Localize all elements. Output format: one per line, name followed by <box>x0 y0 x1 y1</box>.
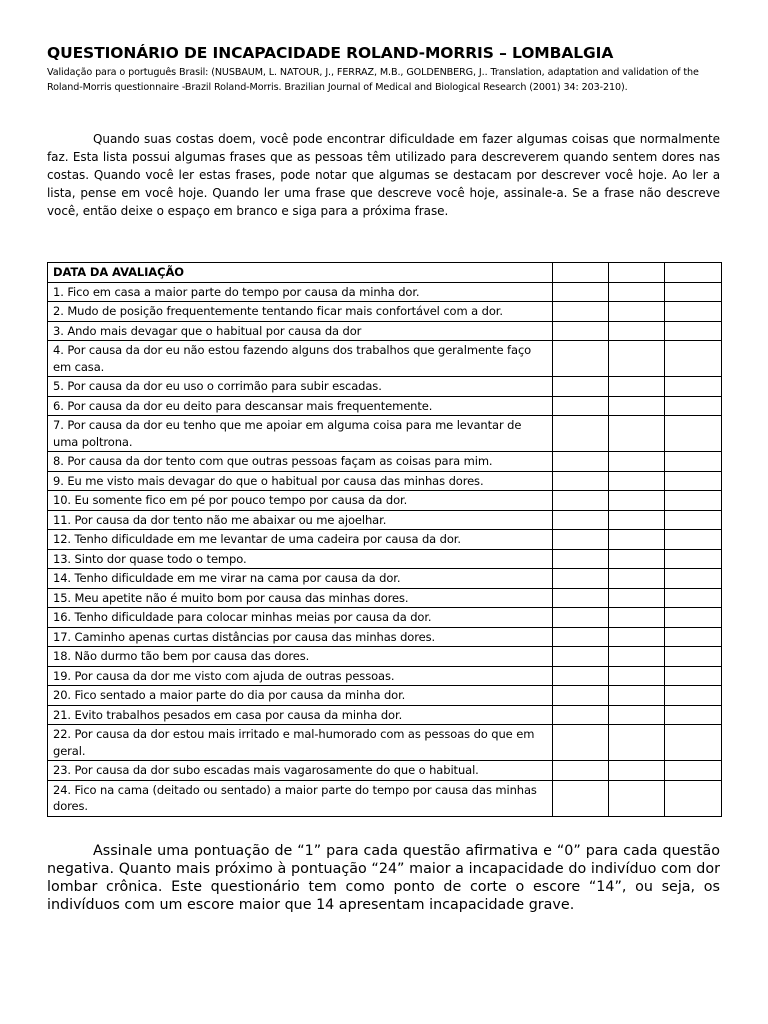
answer-cell-1[interactable] <box>553 491 609 511</box>
instructions-text: Quando suas costas doem, você pode encontrar dificuldade em fazer algumas coisas que normalmente faz. Esta lista possui algumas frases que as pessoas têm utilizado para descreverem quando sentem dores nas costas. Quando você ler estas frases, pode notar que algumas se destacam por descrever você hoje. Ao ler a lista, pense em você hoje. Quando ler uma frase que descreve você hoje, assinale-a. Se a frase não descreve você, então deixe o espaço em branco e siga para a próxima frase. <box>47 132 720 218</box>
answer-cell-3[interactable] <box>665 530 722 550</box>
answer-cell-2[interactable] <box>609 608 665 628</box>
table-row <box>48 705 722 725</box>
answer-cell-3[interactable] <box>665 341 722 377</box>
answer-cell-3[interactable] <box>665 416 722 452</box>
question-text: 3. Ando mais devagar que o habitual por causa da dor <box>48 321 553 341</box>
date-cell-1[interactable] <box>553 263 609 283</box>
answer-cell-2[interactable] <box>609 666 665 686</box>
question-text: 10. Eu somente fico em pé por pouco tempo por causa da dor. <box>48 491 553 511</box>
validation-reference: Validação para o português Brasil: (NUSBAUM, L. NATOUR, J., FERRAZ, M.B., GOLDENBERG, J.. Translation, adaptation and validation of the Roland-Morris questionnaire -Brazil Roland-Morris. Brazilian Journal of Medical and Biological Research (2001) 34: 203-210). <box>47 67 699 93</box>
answer-cell-1[interactable] <box>553 341 609 377</box>
answer-cell-2[interactable] <box>609 341 665 377</box>
answer-cell-2[interactable] <box>609 569 665 589</box>
table-row <box>48 549 722 569</box>
table-row <box>48 666 722 686</box>
table-row <box>48 588 722 608</box>
table-row <box>48 396 722 416</box>
table-row <box>48 282 722 302</box>
assessment-date-header: DATA DA AVALIAÇÃO <box>48 263 553 283</box>
answer-cell-2[interactable] <box>609 416 665 452</box>
question-text: 21. Evito trabalhos pesados em casa por causa da minha dor. <box>48 705 553 725</box>
answer-cell-3[interactable] <box>665 686 722 706</box>
table-row <box>48 608 722 628</box>
date-cell-3[interactable] <box>665 263 722 283</box>
question-text: 8. Por causa da dor tento com que outras pessoas façam as coisas para mim. <box>48 452 553 472</box>
question-text: 13. Sinto dor quase todo o tempo. <box>48 549 553 569</box>
answer-cell-3[interactable] <box>665 705 722 725</box>
answer-cell-1[interactable] <box>553 608 609 628</box>
answer-cell-2[interactable] <box>609 452 665 472</box>
question-text: 5. Por causa da dor eu uso o corrimão para subir escadas. <box>48 377 553 397</box>
answer-cell-2[interactable] <box>609 549 665 569</box>
table-row <box>48 302 722 322</box>
answer-cell-3[interactable] <box>665 282 722 302</box>
question-text: 9. Eu me visto mais devagar do que o habitual por causa das minhas dores. <box>48 471 553 491</box>
answer-cell-1[interactable] <box>553 510 609 530</box>
answer-cell-3[interactable] <box>665 491 722 511</box>
answer-cell-2[interactable] <box>609 321 665 341</box>
answer-cell-2[interactable] <box>609 530 665 550</box>
answer-cell-1[interactable] <box>553 627 609 647</box>
answer-cell-2[interactable] <box>609 647 665 667</box>
answer-cell-1[interactable] <box>553 302 609 322</box>
table-row <box>48 761 722 781</box>
question-text: 11. Por causa da dor tento não me abaixar ou me ajoelhar. <box>48 510 553 530</box>
answer-cell-2[interactable] <box>609 302 665 322</box>
question-text: 6. Por causa da dor eu deito para descansar mais frequentemente. <box>48 396 553 416</box>
question-text: 15. Meu apetite não é muito bom por causa das minhas dores. <box>48 588 553 608</box>
answer-cell-1[interactable] <box>553 530 609 550</box>
table-row <box>48 341 722 377</box>
answer-cell-3[interactable] <box>665 569 722 589</box>
question-text: 4. Por causa da dor eu não estou fazendo alguns dos trabalhos que geralmente faço em casa. <box>48 341 553 377</box>
date-cell-2[interactable] <box>609 263 665 283</box>
question-text: 19. Por causa da dor me visto com ajuda de outras pessoas. <box>48 666 553 686</box>
question-text: 24. Fico na cama (deitado ou sentado) a maior parte do tempo por causa das minhas dores. <box>48 780 553 816</box>
answer-cell-3[interactable] <box>665 761 722 781</box>
answer-cell-2[interactable] <box>609 686 665 706</box>
answer-cell-1[interactable] <box>553 780 609 816</box>
scoring-paragraph <box>47 842 720 914</box>
answer-cell-1[interactable] <box>553 377 609 397</box>
answer-cell-3[interactable] <box>665 666 722 686</box>
table-row <box>48 530 722 550</box>
answer-cell-3[interactable] <box>665 588 722 608</box>
answer-cell-2[interactable] <box>609 491 665 511</box>
answer-cell-3[interactable] <box>665 302 722 322</box>
scoring-text: Assinale uma pontuação de “1” para cada questão afirmativa e “0” para cada questão negativa. Quanto mais próximo à pontuação “24” maior a incapacidade do indivíduo com dor lombar crônica. Este questionário tem como ponto de corte o escore “14”, ou seja, os indivíduos com um escore maior que 14 apresentam incapacidade grave. <box>47 842 720 913</box>
instructions-paragraph <box>47 130 720 220</box>
table-row <box>48 725 722 761</box>
answer-cell-1[interactable] <box>553 321 609 341</box>
question-text: 18. Não durmo tão bem por causa das dores. <box>48 647 553 667</box>
answer-cell-1[interactable] <box>553 705 609 725</box>
answer-cell-3[interactable] <box>665 608 722 628</box>
answer-cell-1[interactable] <box>553 761 609 781</box>
answer-cell-2[interactable] <box>609 725 665 761</box>
answer-cell-1[interactable] <box>553 588 609 608</box>
table-row <box>48 647 722 667</box>
answer-cell-1[interactable] <box>553 282 609 302</box>
table-row <box>48 510 722 530</box>
answer-cell-1[interactable] <box>553 549 609 569</box>
question-text: 17. Caminho apenas curtas distâncias por causa das minhas dores. <box>48 627 553 647</box>
answer-cell-3[interactable] <box>665 377 722 397</box>
answer-cell-2[interactable] <box>609 396 665 416</box>
document-title: QUESTIONÁRIO DE INCAPACIDADE ROLAND-MORRIS – LOMBALGIA <box>47 44 614 62</box>
question-text: 7. Por causa da dor eu tenho que me apoiar em alguma coisa para me levantar de uma poltrona. <box>48 416 553 452</box>
answer-cell-1[interactable] <box>553 471 609 491</box>
table-row <box>48 377 722 397</box>
question-text: 12. Tenho dificuldade em me levantar de uma cadeira por causa da dor. <box>48 530 553 550</box>
answer-cell-3[interactable] <box>665 321 722 341</box>
answer-cell-2[interactable] <box>609 780 665 816</box>
answer-cell-3[interactable] <box>665 396 722 416</box>
answer-cell-3[interactable] <box>665 725 722 761</box>
answer-cell-3[interactable] <box>665 471 722 491</box>
answer-cell-1[interactable] <box>553 416 609 452</box>
question-text: 23. Por causa da dor subo escadas mais vagarosamente do que o habitual. <box>48 761 553 781</box>
table-header-row <box>48 263 722 283</box>
answer-cell-2[interactable] <box>609 377 665 397</box>
answer-cell-1[interactable] <box>553 396 609 416</box>
question-text: 14. Tenho dificuldade em me virar na cama por causa da dor. <box>48 569 553 589</box>
table-row <box>48 627 722 647</box>
answer-cell-1[interactable] <box>553 647 609 667</box>
answer-cell-3[interactable] <box>665 510 722 530</box>
answer-cell-3[interactable] <box>665 452 722 472</box>
table-row <box>48 780 722 816</box>
answer-cell-1[interactable] <box>553 686 609 706</box>
answer-cell-1[interactable] <box>553 725 609 761</box>
answer-cell-2[interactable] <box>609 761 665 781</box>
table-row <box>48 321 722 341</box>
question-text: 16. Tenho dificuldade para colocar minhas meias por causa da dor. <box>48 608 553 628</box>
answer-cell-3[interactable] <box>665 780 722 816</box>
answer-cell-3[interactable] <box>665 549 722 569</box>
answer-cell-2[interactable] <box>609 588 665 608</box>
document-page <box>47 44 720 914</box>
table-row <box>48 416 722 452</box>
table-row <box>48 569 722 589</box>
answer-cell-2[interactable] <box>609 471 665 491</box>
table-row <box>48 452 722 472</box>
answer-cell-2[interactable] <box>609 282 665 302</box>
question-text: 20. Fico sentado a maior parte do dia por causa da minha dor. <box>48 686 553 706</box>
answer-cell-1[interactable] <box>553 666 609 686</box>
answer-cell-2[interactable] <box>609 510 665 530</box>
answer-cell-2[interactable] <box>609 705 665 725</box>
table-row <box>48 471 722 491</box>
answer-cell-1[interactable] <box>553 452 609 472</box>
question-text: 22. Por causa da dor estou mais irritado e mal-humorado com as pessoas do que em geral. <box>48 725 553 761</box>
table-row <box>48 686 722 706</box>
question-text: 2. Mudo de posição frequentemente tentando ficar mais confortável com a dor. <box>48 302 553 322</box>
table-row <box>48 491 722 511</box>
answer-cell-3[interactable] <box>665 627 722 647</box>
answer-cell-1[interactable] <box>553 569 609 589</box>
answer-cell-2[interactable] <box>609 627 665 647</box>
questionnaire-table <box>47 262 722 817</box>
answer-cell-3[interactable] <box>665 647 722 667</box>
question-text: 1. Fico em casa a maior parte do tempo por causa da minha dor. <box>48 282 553 302</box>
